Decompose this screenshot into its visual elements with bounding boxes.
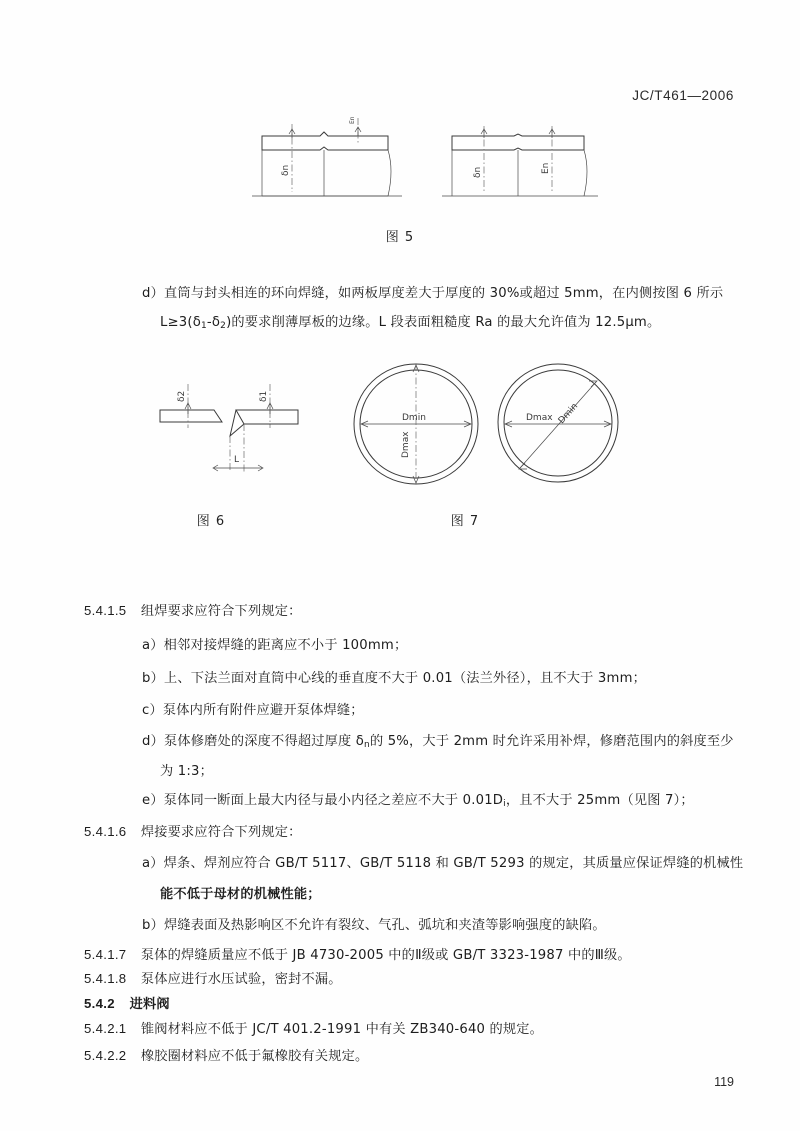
clause-5-4-1-8 [84, 972, 342, 986]
clause-5-4-1-6-item-b: b）焊缝表面及热影响区不允许有裂纹、气孔、弧坑和夹渣等影响强度的缺陷。 [142, 918, 606, 933]
fig6-right-thickness-label: δ1 [259, 390, 269, 402]
figures-6-7-drawing [0, 358, 800, 504]
clause-5-4-2-2-text: 橡胶圈材料应不低于氟橡胶有关规定。 [140, 1049, 369, 1064]
fig5-right-offset-label: En [541, 162, 551, 174]
clause-5-4-2-1-number: 5.4.2.1 [84, 1021, 127, 1036]
clause-5-4-1-5 [84, 604, 302, 618]
clause-5-4-1-5-number: 5.4.1.5 [84, 603, 127, 618]
clause-5-4-1-5-title: 组焊要求应符合下列规定： [140, 604, 302, 619]
clause-5-4-1-5-item-d-line2: 为 1:3； [160, 764, 213, 779]
clause-5-4-1-7-text: 泵体的焊缝质量应不低于 JB 4730-2005 中的Ⅱ级或 GB/T 3323-1987 中的Ⅲ级。 [140, 948, 631, 963]
clause-5-4-2-1-text: 锥阀材料应不低于 JC/T 401.2-1991 中有关 ZB340-640 的规定。 [140, 1022, 544, 1037]
clause-5-4-1-8-number: 5.4.1.8 [84, 971, 127, 986]
clause-5-4-1-6-title: 焊接要求应符合下列规定： [140, 825, 302, 840]
item-d-pre: d）泵体修磨处的深度不得超过厚度 δ [142, 734, 365, 749]
standard-header: JC/T461—2006 [632, 88, 734, 103]
clause-5-4-1-5-item-d [142, 735, 734, 750]
clause-5-4-2 [84, 997, 170, 1011]
clause-5-4-2-1 [84, 1022, 543, 1036]
clause-5-4-1-5-item-a: a）相邻对接焊缝的距离应不小于 100mm； [142, 638, 408, 653]
clause-5-4-2-2 [84, 1049, 368, 1063]
clause-5-4-1-6-number: 5.4.1.6 [84, 824, 127, 839]
fig7-oval-dmax-label: Dmax [401, 431, 411, 458]
clause-5-4-1-7-number: 5.4.1.7 [84, 947, 127, 962]
clause-5-4-1-8-text: 泵体应进行水压试验，密封不漏。 [140, 972, 342, 987]
clause-d-formula-post: )的要求削薄厚板的边缘。L 段表面粗糙度 Ra 的最大允许值为 12.5μm。 [226, 315, 661, 330]
fig7-oval-dmin-label: Dmin [402, 413, 426, 423]
clause-d-formula-pre: L≥3(δ [160, 315, 202, 330]
figure-5-caption: 图 5 [385, 230, 415, 245]
figure-7-caption: 图 7 [450, 514, 480, 529]
clause-d-sub1: 1 [201, 320, 207, 331]
item-e-pre: e）泵体同一断面上最大内径与最小内径之差应不大于 0.01D [142, 793, 504, 808]
figure-6-caption: 图 6 [196, 514, 226, 529]
clause-5-4-1-5-item-c: c）泵体内所有附件应避开泵体焊缝； [142, 703, 364, 718]
clause-5-4-2-2-number: 5.4.2.2 [84, 1048, 127, 1063]
figures-6-and-7 [0, 358, 800, 532]
clause-5-4-1-6 [84, 825, 302, 839]
clause-d-sub2: 2 [220, 320, 227, 331]
clause-5-4-1-6-item-a-line1: a）焊条、焊剂应符合 GB/T 5117、GB/T 5118 和 GB/T 5293 的规定，其质量应保证焊缝的机械性 [142, 856, 744, 871]
clause-5-4-2-title: 进料阀 [129, 997, 170, 1012]
clause-5-4-1-6-item-a-line2: 能不低于母材的机械性能； [160, 887, 321, 902]
item-d-sub: n [364, 739, 370, 750]
figure-5 [0, 108, 800, 245]
fig5-left-top-label: En [349, 116, 356, 124]
figure-5-drawing [0, 108, 800, 218]
clause-d-line2 [160, 316, 660, 331]
clause-5-4-1-5-item-e [142, 794, 694, 809]
clause-5-4-1-5-item-b: b）上、下法兰面对直筒中心线的垂直度不大于 0.01（法兰外径），且不大于 3mm； [142, 671, 646, 686]
item-e-post: ，且不大于 25mm（见图 7）； [505, 793, 694, 808]
item-e-sub: i [503, 798, 506, 809]
clause-5-4-1-7 [84, 948, 631, 962]
figure-7-round [498, 364, 618, 482]
fig7-round-dmax-label: Dmax [526, 413, 553, 423]
fig6-left-thickness-label: δ2 [177, 390, 187, 402]
clause-d-formula-mid: -δ [206, 315, 221, 330]
fig5-left-thickness-label: δn [281, 164, 291, 176]
fig6-length-label: L [234, 455, 240, 465]
item-d-post: 的 5%，大于 2mm 时允许采用补焊，修磨范围内的斜度至少 [369, 734, 734, 749]
clause-5-4-2-number: 5.4.2 [84, 996, 115, 1011]
figure-6-drawing [160, 384, 298, 472]
fig5-right-thickness-label: δn [473, 166, 483, 178]
fig7-round-dmin-label: Dmin [556, 401, 581, 427]
figure-7-oval [354, 364, 478, 484]
page-number: 119 [714, 1075, 734, 1089]
clause-d-line1: d）直筒与封头相连的环向焊缝，如两板厚度差大于厚度的 30%或超过 5mm，在内侧按图 6 所示 [142, 286, 724, 301]
